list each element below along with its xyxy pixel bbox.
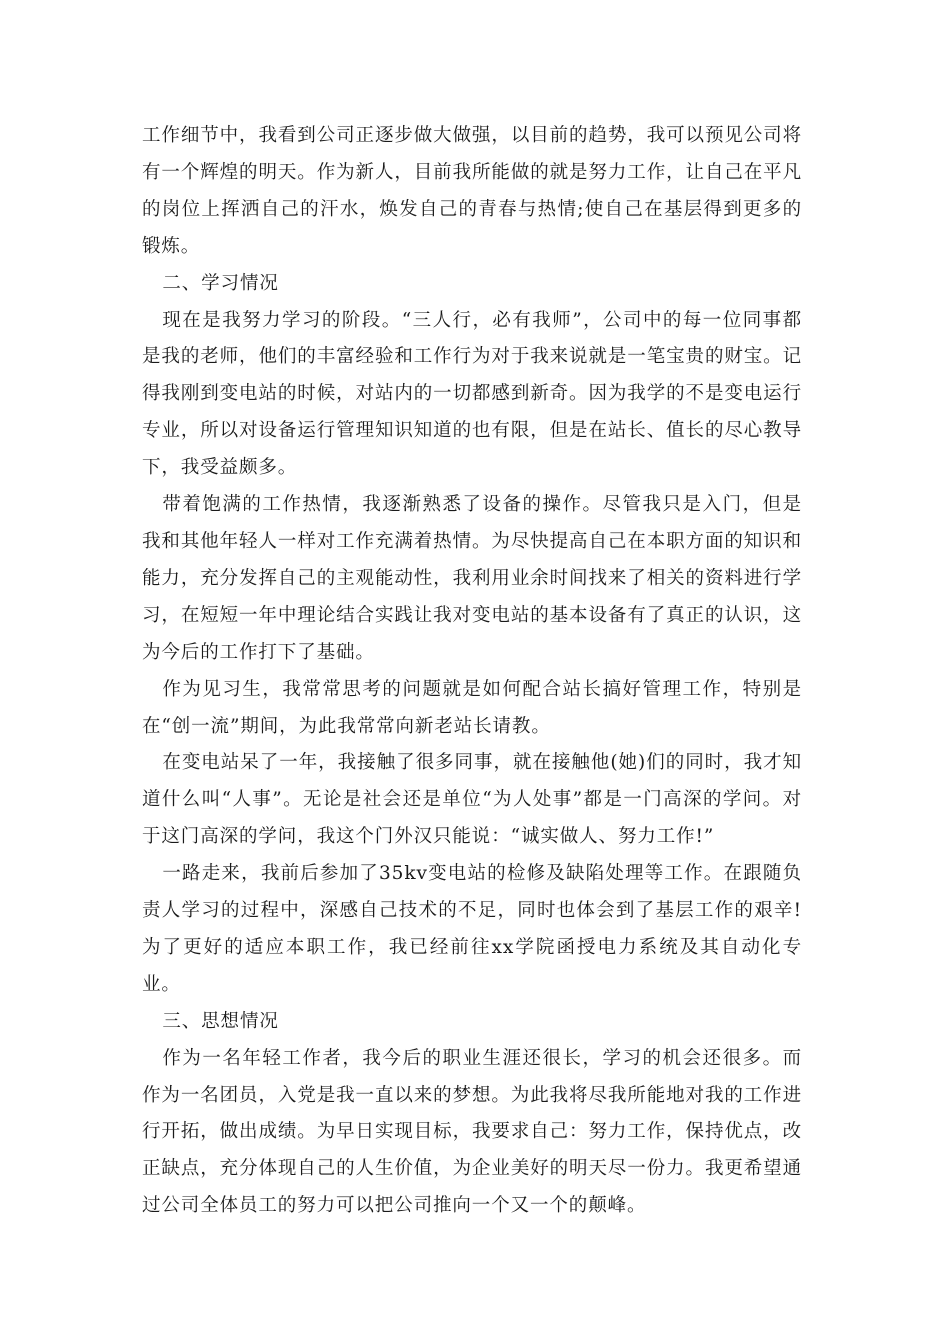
paragraph-thought-1: 作为一名年轻工作者，我今后的职业生涯还很长，学习的机会还很多。而作为一名团员，入党是我一直以来的梦想。为此我将尽我所能地对我的工作进行开拓，做出成绩。为早日实现目标，我要求自己：努力工作，保持优点，改正缺点，充分体现自己的人生价值，为企业美好的明天尽一份力。我更希望通过公司全体员工的努力可以把公司推向一个又一个的颠峰。 — [142, 1047, 802, 1217]
paragraph-study-1: 现在是我努力学习的阶段。“三人行，必有我师”，公司中的每一位同事都是我的老师，他们的丰富经验和工作行为对于我来说就是一笔宝贵的财宝。记得我刚到变电站的时候，对站内的一切都感到新奇。因为我学的不是变电运行专业，所以对设备运行管理知识知道的也有限，但是在站长、值长的尽心教导下，我受益颇多。 — [142, 309, 802, 479]
paragraph-study-2: 带着饱满的工作热情，我逐渐熟悉了设备的操作。尽管我只是入门，但是我和其他年轻人一样对工作充满着热情。为尽快提高自己在本职方面的知识和能力，充分发挥自己的主观能动性，我利用业余时间找来了相关的资料进行学习，在短短一年中理论结合实践让我对变电站的基本设备有了真正的认识，这为今后的工作打下了基础。 — [142, 494, 802, 663]
section-heading-study: 二、学习情况 — [162, 272, 279, 294]
paragraph-study-5: 一路走来，我前后参加了35kv变电站的检修及缺陷处理等工作。在跟随负责人学习的过程中，深感自己技术的不足，同时也体会到了基层工作的艰辛!为了更好的适应本职工作，我已经前往xx学院函授电力系统及其自动化专业。 — [142, 863, 802, 995]
paragraph-study-3: 作为见习生，我常常思考的问题就是如何配合站长搞好管理工作，特别是在“创一流”期间，为此我常常向新老站长请教。 — [142, 678, 802, 737]
paragraph-study-4: 在变电站呆了一年，我接触了很多同事，就在接触他(她)们的同时，我才知道什么叫“人事”。无论是社会还是单位“为人处事”都是一门高深的学问。对于这门高深的学问，我这个门外汉只能说：“诚实做人、努力工作!” — [142, 752, 802, 848]
section-heading-thought: 三、思想情况 — [162, 1010, 279, 1032]
paragraph-intro-continuation: 工作细节中，我看到公司正逐步做大做强，以目前的趋势，我可以预见公司将有一个辉煌的明天。作为新人，目前我所能做的就是努力工作，让自己在平凡的岗位上挥洒自己的汗水，焕发自己的青春与热情;使自己在基层得到更多的锻炼。 — [142, 125, 802, 257]
document-body — [142, 118, 802, 1225]
